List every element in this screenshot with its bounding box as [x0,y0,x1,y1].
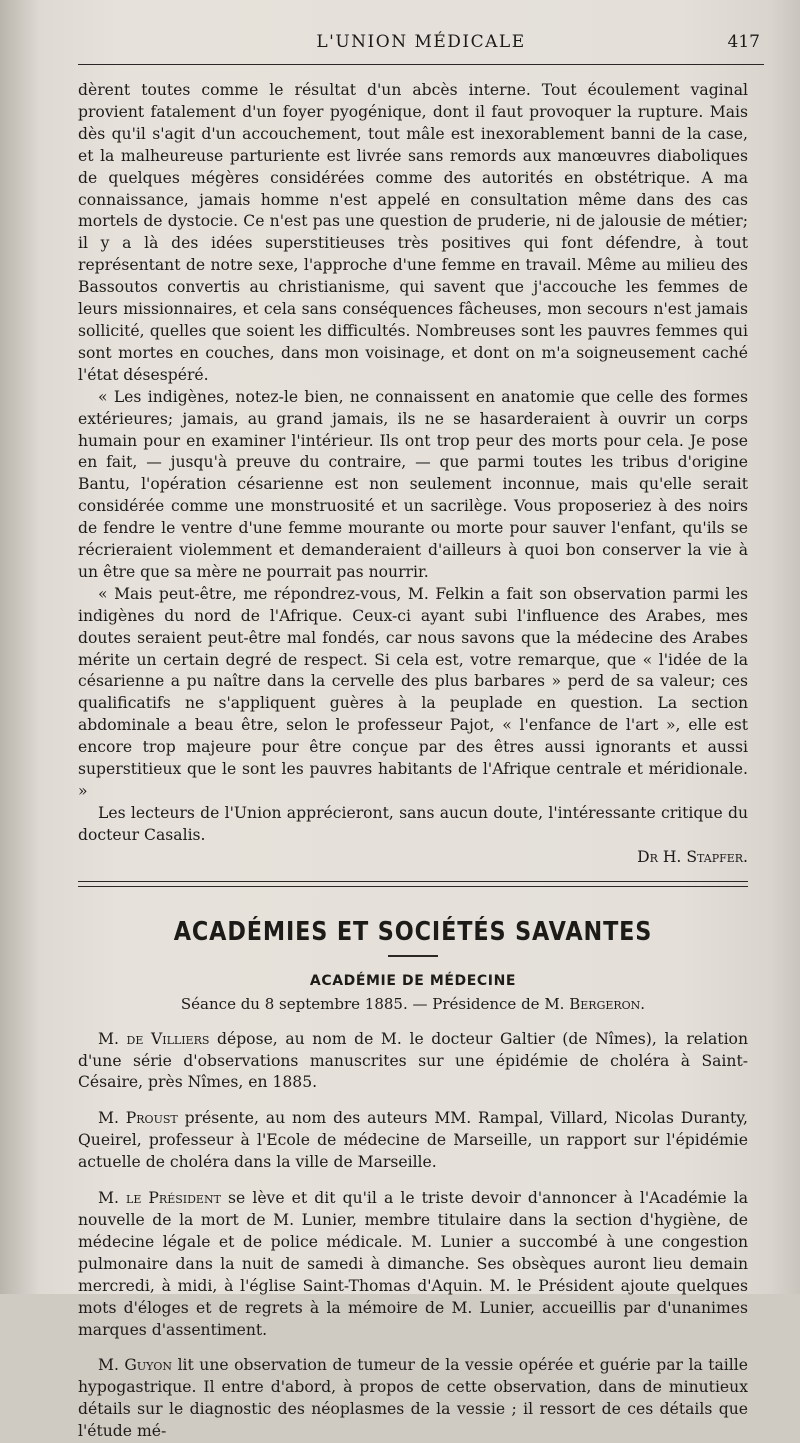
entry-speaker: M. Guyon [98,1356,173,1375]
subsection-title: ACADÉMIE DE MÉDECINE [309,972,517,989]
minutes-entry [78,1029,748,1095]
minutes-entry [78,1188,748,1341]
article-body [78,80,748,869]
session-line [78,995,748,1013]
minutes-entry [78,1355,748,1443]
article-paragraph: « Mais peut-être, me répondrez-vous, M. Felkin a fait son observation parmi les indigènes du nord de l'Afrique. Ceux-ci ayant subi l'influence des Arabes, mes doutes seraient peut-être mal fondés, car nous savons que la médecine des Arabes mérite un certain degré de respect. Si cela est, votre remarque, que « l'idée de la césarienne a pu naître dans la cervelle des plus barbares » perd de sa valeur; ces qualificatifs ne s'appliquent guères à la peuplade en question. La section abdominale a beau être, selon le professeur Pajot, « l'enfance de l'art », elle est encore trop majeure pour être conçue par des êtres aussi ignorants et aussi superstitieux que le sont les pauvres habitants de l'Afrique centrale et méridionale. » [78,584,748,800]
article-paragraph: Les lecteurs de l'Union apprécieront, sans aucun doute, l'intéressante critique du docteur Casalis. [78,803,748,844]
session-text: Séance du 8 septembre 1885. — Présidence de M. [180,994,565,1013]
header-rule [78,64,764,65]
article-paragraph: « Les indigènes, notez-le bien, ne connaissent en anatomie que celle des formes extérieures; jamais, au grand jamais, ils ne se hasarderaient à ouvrir un corps humain pour en examiner l'intérieur. Ils ont trop peur des morts pour cela. Je pose en fait, — jusqu'à preuve du contraire, — que parmi toutes les tribus d'origine Bantu, l'opération césarienne est non seulement inconnue, mais qu'elle serait considérée comme une monstruosité et un sacrilège. Vous proposeriez à des noirs de fendre le ventre d'une femme mourante ou morte pour sauver l'enfant, qu'ils se récrieraient violemment et demanderaient d'ailleurs à quoi bon conserver la vie à un être que sa mère ne pourrait pas nourrir. [78,387,748,581]
signature-line [78,847,748,869]
entry-speaker: M. le Président [98,1189,221,1208]
entry-speaker: M. de Villiers [98,1029,210,1048]
article-paragraph: dèrent toutes comme le résultat d'un abcès interne. Tout écoulement vaginal provient fatalement d'un foyer pyogénique, dont il faut provoquer la rupture. Mais dès qu'il s'agit d'un accouchement, tout mâle est inexorablement banni de la case, et la malheureuse parturiente est livrée sans remords aux manœuvres diaboliques de quelques mégères considérées comme des autorités en obstétrique. A ma connaissance, jamais homme n'est appelé en consultation même dans des cas mortels de dystocie. Ce n'est pas une question de pruderie, ni de jalousie de métier; il y a là des idées superstitieuses très positives qui font défendre, à tout représentant de notre sexe, l'approche d'une femme en travail. Même au milieu des Bassoutos convertis au christianisme, qui savent que j'accouche les femmes de leurs missionnaires, et cela sans conséquences fâcheuses, mon secours n'est jamais sollicité, quelles que soient les difficultés. Nombreuses sont les pauvres femmes qui sont mortes en couches, dans mon voisinage, et dont on m'a soigneusement caché l'état désespéré. [78,81,748,384]
entry-speaker: M. Proust [98,1109,178,1128]
page-number: 417 [727,32,760,52]
page-header [78,28,764,62]
entry-text: se lève et dit qu'il a le triste devoir d'annoncer à l'Académie la nouvelle de la mort de M. Lunier, membre titulaire dans la section d'hygiène, de médecine légale et de police médicale. M. Lunier a succombé à une congestion pulmonaire dans la nuit de samedi à dimanche. Ses obsèques auront lieu demain mercredi, à midi, à l'église Saint-Thomas d'Aquin. M. le Président ajoute quelques mots d'éloges et de regrets à la mémoire de M. Lunier, accueillis par d'unanimes marques d'assentiment. [78,1189,748,1339]
section-title: ACADÉMIES ET SOCIÉTÉS SAVANTES [173,916,653,947]
running-title: L'UNION MÉDICALE [316,32,526,52]
entry-text: lit une observation de tumeur de la vessie opérée et guérie par la taille hypogastrique. Il entre d'abord, à propos de cette observation, dans de minutieux détails sur le diagnostic des néoplasmes de la vessie ; il ressort de ces détails que l'étude mé- [78,1356,748,1441]
session-presider: Bergeron. [569,994,646,1013]
academy-minutes [78,1029,748,1443]
section-title-rule [388,955,438,957]
entry-text: dépose, au nom de M. le docteur Galtier (de Nîmes), la relation d'une série d'observations manuscrites sur une épidémie de choléra à Saint-Césaire, près Nîmes, en 1885. [78,1029,748,1092]
author-signature: Dr H. Stapfer. [637,847,748,866]
section-divider [78,881,748,887]
text-column [78,80,748,1443]
entry-text: présente, au nom des auteurs MM. Rampal, Villard, Nicolas Duranty, Queirel, professeur à l'Ecole de médecine de Marseille, un rapport sur l'épidémie actuelle de choléra dans la ville de Marseille. [78,1109,748,1172]
minutes-entry [78,1108,748,1174]
